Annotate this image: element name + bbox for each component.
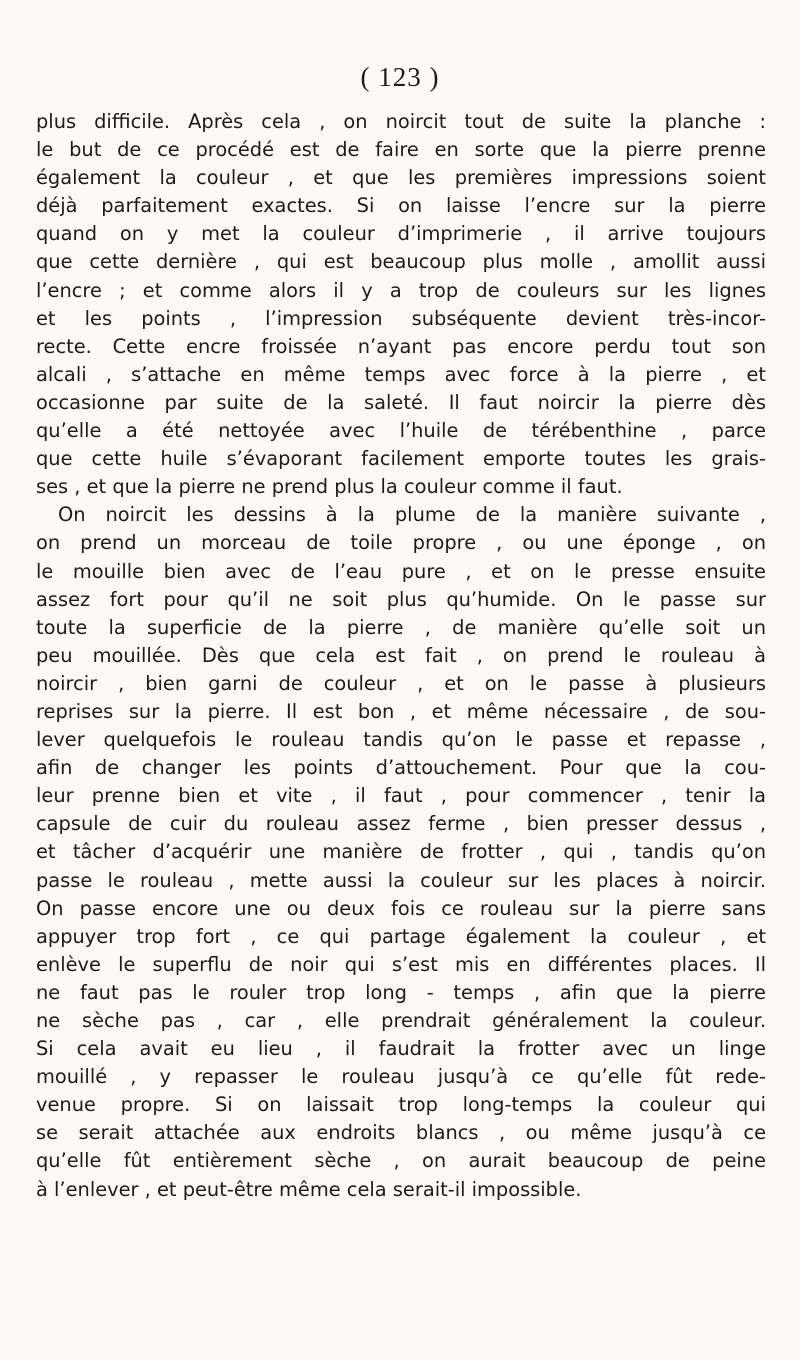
text-line: à l’enlever , et peut-être même cela serait-il impossible. — [36, 1177, 582, 1201]
text-line: que cette huile s’évaporant facilement emporte toutes les grais- — [36, 447, 766, 471]
page-number: ( 123 ) — [360, 62, 440, 92]
text-line: ses , et que la pierre ne prend plus la couleur comme il faut. — [36, 475, 623, 499]
text-line: on prend un morceau de toile propre , ou une éponge , on — [36, 531, 766, 555]
text-line: le mouille bien avec de l’eau pure , et on le presse ensuite — [36, 559, 766, 583]
text-line: alcali , s’attache en même temps avec force à la pierre , et — [36, 362, 766, 386]
text-line: occasionne par suite de la saleté. Il faut noircir la pierre dès — [36, 390, 766, 414]
text-line: Si cela avait eu lieu , il faudrait la frotter avec un linge — [36, 1037, 766, 1061]
text-line: ne sèche pas , car , elle prendrait généralement la couleur. — [36, 1009, 766, 1032]
text-line: qu’elle a été nettoyée avec l’huile de térébenthine , parce — [36, 419, 766, 443]
text-line: l’encre ; et comme alors il y a trop de couleurs sur les lignes — [36, 278, 766, 302]
text-line: toute la superficie de la pierre , de manière qu’elle soit un — [36, 615, 766, 639]
text-line: quand on y met la couleur d’imprimerie , il arrive toujours — [36, 222, 766, 246]
text-line: ne faut pas le rouler trop long - temps , afin que la pierre — [36, 980, 766, 1004]
text-line: venue propre. Si on laissait trop long-temps la couleur qui — [36, 1093, 766, 1117]
text-line: passe le rouleau , mette aussi la couleur sur les places à noircir. — [36, 868, 766, 892]
text-line: plus difficile. Après cela , on noircit tout de suite la planche : — [36, 110, 766, 133]
text-line: reprises sur la pierre. Il est bon , et même nécessaire , de sou- — [36, 699, 766, 723]
text-line: recte. Cette encre froissée n’ayant pas encore perdu tout son — [36, 334, 766, 358]
text-line: également la couleur , et que les premières impressions soient — [36, 166, 766, 190]
text-line: déjà parfaitement exactes. Si on laisse l’encre sur la pierre — [36, 194, 766, 218]
text-line: le but de ce procédé est de faire en sorte que la pierre prenne — [36, 138, 766, 162]
text-line: lever quelquefois le rouleau tandis qu’on le passe et repasse , — [36, 728, 766, 752]
text-line: et tâcher d’acquérir une manière de frotter , qui , tandis qu’on — [36, 840, 766, 864]
text-line: enlève le superflu de noir qui s’est mis en différentes places. Il — [36, 952, 766, 976]
text-line: que cette dernière , qui est beaucoup plus molle , amollit aussi — [36, 250, 766, 274]
text-line: se serait attachée aux endroits blancs , ou même jusqu’à ce — [36, 1121, 766, 1145]
text-line: afin de changer les points d’attouchement. Pour que la cou- — [36, 756, 766, 780]
body-text — [36, 108, 766, 1204]
text-line: appuyer trop fort , ce qui partage également la couleur , et — [36, 924, 766, 948]
text-line: et les points , l’impression subséquente devient très-incor- — [36, 306, 766, 330]
text-line: On noircit les dessins à la plume de la manière suivante , — [58, 503, 766, 527]
text-line: peu mouillée. Dès que cela est fait , on prend le rouleau à — [36, 643, 766, 667]
text-line: On passe encore une ou deux fois ce rouleau sur la pierre sans — [36, 896, 766, 920]
text-line: assez fort pour qu’il ne soit plus qu’humide. On le passe sur — [36, 587, 766, 611]
text-line: qu’elle fût entièrement sèche , on aurait beaucoup de peine — [36, 1149, 766, 1173]
text-line: mouillé , y repasser le rouleau jusqu’à ce qu’elle fût rede- — [36, 1065, 766, 1089]
text-line: noircir , bien garni de couleur , et on le passe à plusieurs — [36, 671, 766, 695]
text-line: capsule de cuir du rouleau assez ferme , bien presser dessus , — [36, 812, 766, 836]
text-line: leur prenne bien et vite , il faut , pour commencer , tenir la — [36, 784, 766, 808]
